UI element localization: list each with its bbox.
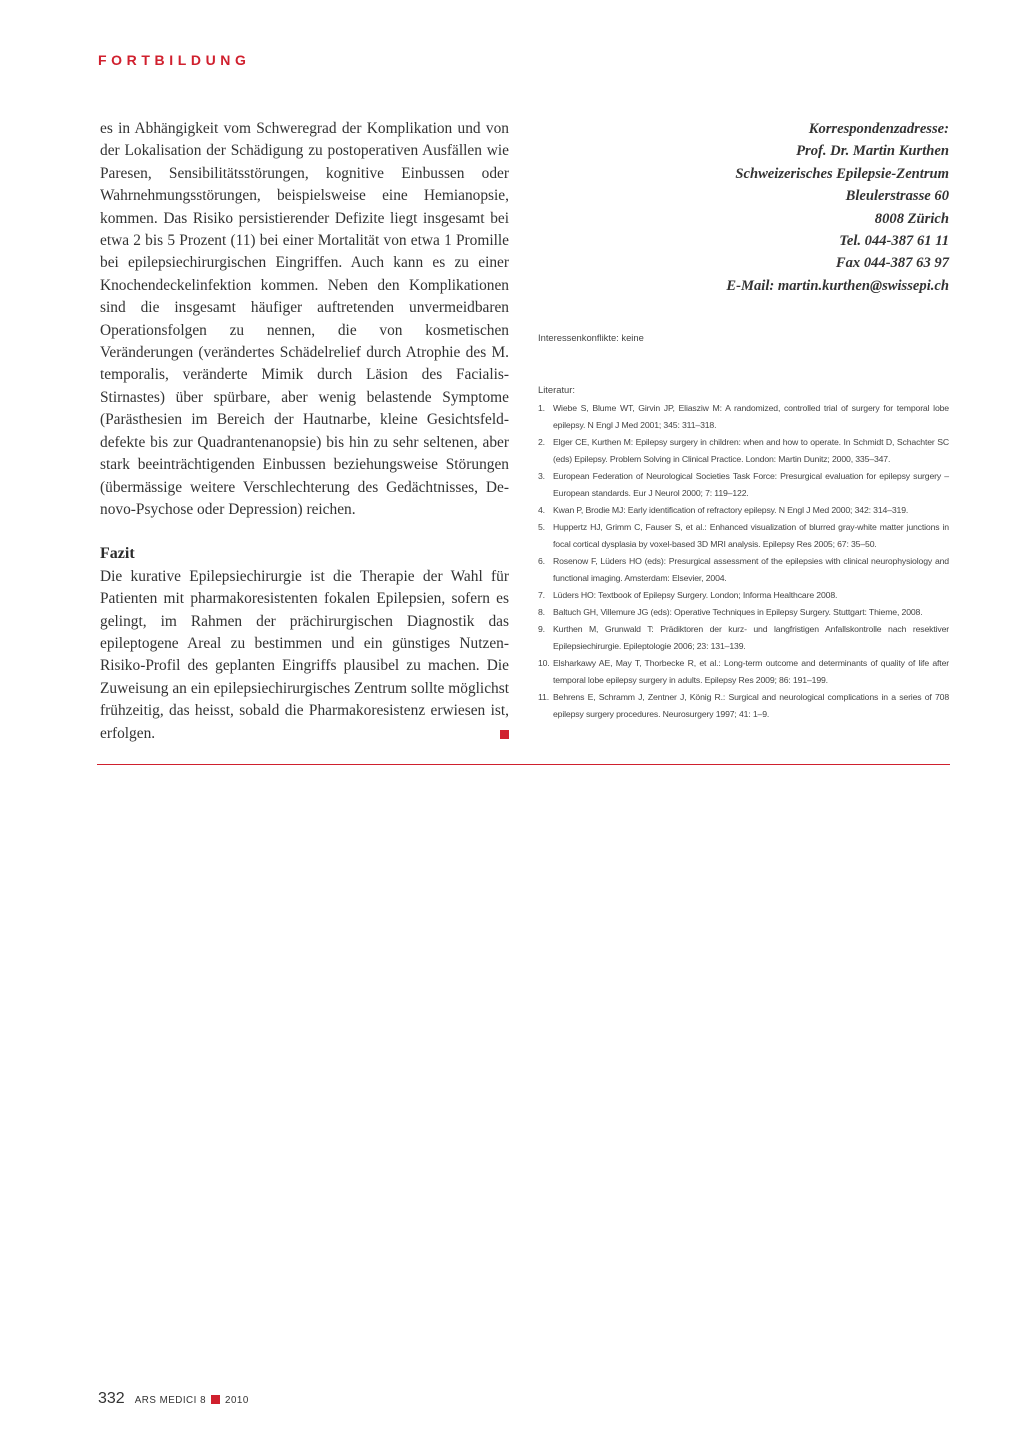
reference-text: Huppertz HJ, Grimm C, Fauser S, et al.: Enhanced visualization of blurred gray-white matter junctions in focal cortical dysplasia by voxel-based 3D MRI analysis. Epilepsy Res 2005; 67: 35–50.	[553, 522, 949, 549]
main-text-column	[100, 118, 509, 745]
section-divider	[97, 764, 950, 765]
section-heading: Fazit	[100, 545, 135, 563]
contact-line: 8008 Zürich	[874, 210, 949, 227]
body-paragraph: es in Abhängigkeit vom Schweregrad der Komplikation und von der Lokalisation der Schädigung zu postoperativen Ausfällen wie Paresen, Sensibilitätsstörungen, kognitive Einbussen oder Wahrnehmungsstörungen, beispielsweise eine Hemianopsie, kommen. Das Risiko persistierender Defizite liegt insgesamt bei etwa 2 bis 5 Prozent (11) bei einer Mortalität von etwa 1 Promille bei epilepsiechirurgischen Eingriffen. Auch kann es zu einer Knochendeckelinfektion kommen. Neben den Komplikationen sind die insgesamt häufiger auftretenden unvermeidbaren Operationsfolgen zu nennen, die von kosmetischen Veränderungen (verändertes Schädelrelief durch Atrophie des M. temporalis, veränderte Mimik durch Läsion des Facialis-Stirnastes) über spürbare, aber wenig belastende Symptome (Parästhesien im Bereich der Hautnarbe, kleine Gesichtsfelddefekte bis zur Quadrantenanopsie) bis hin zu sehr seltenen, aber stark beeinträchtigenden Einbussen beziehungsweise Störungen (übermässige weitere Verschlechterung des Gedächtnisses, De-novo-Psychose oder Depression) reichen.	[100, 120, 509, 518]
reference-text: Kurthen M, Grunwald T: Prädiktoren der kurz- und langfristigen Anfallskontrolle nach resektiver Epilepsiechirurgie. Epileptologie 2006; 23: 131–139.	[553, 624, 949, 651]
page-footer	[98, 1390, 249, 1408]
reference-item	[538, 587, 949, 604]
reference-text: Lüders HO: Textbook of Epilepsy Surgery. London; Informa Healthcare 2008.	[553, 590, 838, 600]
reference-number: 6.	[538, 556, 545, 566]
reference-item	[538, 434, 949, 468]
footer-separator-mark	[211, 1395, 220, 1404]
reference-text: Baltuch GH, Villemure JG (eds): Operative Techniques in Epilepsy Surgery. Stuttgart: Thieme, 2008.	[553, 607, 923, 617]
reference-number: 7.	[538, 590, 545, 600]
page-number: 332	[98, 1390, 125, 1407]
contact-email[interactable]: E-Mail: martin.kurthen@swissepi.ch	[726, 277, 949, 294]
reference-item	[538, 621, 949, 655]
correspondence-address	[549, 118, 949, 297]
reference-item	[538, 604, 949, 621]
reference-text: Elger CE, Kurthen M: Epilepsy surgery in children: when and how to operate. In Schmidt D, Schachter SC (eds) Epilepsy. Problem Solving in Clinical Practice. London: Martin Dunitz; 2000, 335–347.	[553, 437, 949, 464]
reference-number: 9.	[538, 624, 545, 634]
conclusion-text: Die kurative Epilepsiechirurgie ist die Therapie der Wahl für Patienten mit pharmakoresistenten fokalen Epilepsien, sofern es gelingt, im Rahmen der prächirurgischen Diagnostik das epileptogene Areal zu bestimmen und ein günstiges Nutzen-Risiko-Profil des geplanten Eingriffs plausibel zu machen. Die Zuweisung an ein epilepsiechirurgisches Zentrum sollte möglichst frühzeitig, das heisst, sobald die Pharmakoresistenz erwiesen ist, erfolgen.	[100, 567, 509, 742]
reference-number: 2.	[538, 437, 545, 447]
reference-list	[538, 400, 949, 723]
section-label: FORTBILDUNG	[98, 52, 251, 68]
reference-text: European Federation of Neurological Societies Task Force: Presurgical evaluation for epilepsy surgery – European standards. Eur J Neurol 2000; 7: 119–122.	[553, 471, 949, 498]
reference-item	[538, 519, 949, 553]
reference-item	[538, 468, 949, 502]
contact-line: Korrespondenzadresse:	[808, 121, 949, 137]
contact-line: Fax 044-387 63 97	[835, 255, 949, 272]
reference-text: Elsharkawy AE, May T, Thorbecke R, et al.: Long-term outcome and determinants of quality of life after temporal lobe epilepsy surgery in adults. Epilepsy Res 2009; 86: 191–199.	[553, 658, 949, 685]
conflicts-of-interest: Interessenkonflikte: keine	[538, 332, 644, 343]
body-paragraph	[100, 566, 509, 745]
reference-item	[538, 502, 949, 519]
reference-number: 3.	[538, 471, 545, 481]
reference-number: 1.	[538, 403, 545, 413]
reference-text: Wiebe S, Blume WT, Girvin JP, Eliasziw M: A randomized, controlled trial of surgery for temporal lobe epilepsy. N Engl J Med 2001; 345: 311–318.	[553, 403, 949, 430]
reference-number: 5.	[538, 522, 545, 532]
reference-item	[538, 689, 949, 723]
contact-line: Bleulerstrasse 60	[845, 188, 949, 205]
reference-number: 8.	[538, 607, 545, 617]
reference-item	[538, 400, 949, 434]
reference-item	[538, 655, 949, 689]
journal-name: ARS MEDICI 8	[134, 1395, 207, 1406]
publication-year: 2010	[225, 1395, 249, 1406]
literature-title: Literatur:	[538, 384, 575, 395]
end-of-article-mark	[500, 730, 509, 739]
reference-number: 4.	[538, 505, 545, 515]
reference-text: Kwan P, Brodie MJ: Early identification of refractory epilepsy. N Engl J Med 2000; 342: 314–319.	[553, 505, 909, 515]
reference-item	[538, 553, 949, 587]
reference-number: 10.	[538, 658, 550, 668]
contact-line: Schweizerisches Epilepsie-Zentrum	[735, 165, 949, 182]
contact-line: Prof. Dr. Martin Kurthen	[796, 143, 949, 160]
contact-line: Tel. 044-387 61 11	[839, 233, 949, 250]
reference-text: Behrens E, Schramm J, Zentner J, König R.: Surgical and neurological complications in a series of 708 epilepsy surgery procedures. Neurosurgery 1997; 41: 1–9.	[553, 692, 949, 719]
reference-number: 11.	[538, 692, 549, 702]
reference-text: Rosenow F, Lüders HO (eds): Presurgical assessment of the epilepsies with clinical neurophysiology and functional imaging. Amsterdam: Elsevier, 2004.	[553, 556, 949, 583]
